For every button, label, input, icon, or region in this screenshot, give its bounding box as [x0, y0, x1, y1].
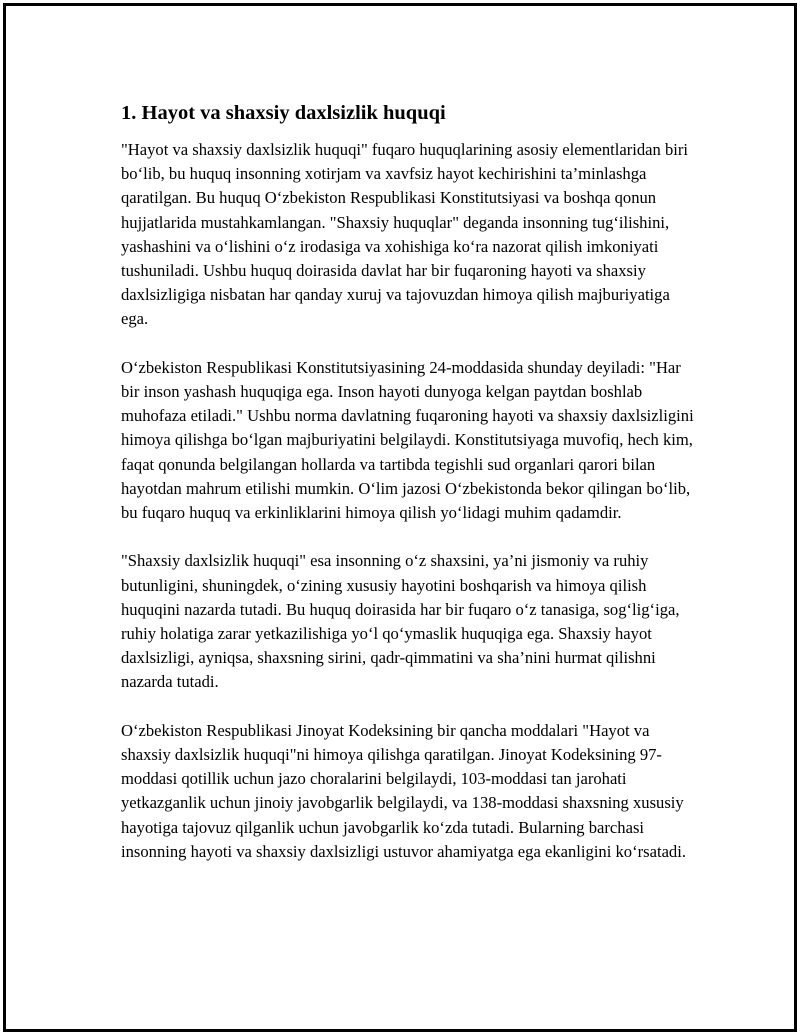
- paragraph-4: O‘zbekiston Respublikasi Jinoyat Kodeksining bir qancha moddalari "Hayot va shaxsiy daxlsizlik huquqi"ni himoya qilishga qaratilgan. Jinoyat Kodeksining 97-moddasi qotillik uchun jazo choralarini belgilaydi, 103-moddasi tan jarohati yetkazganlik uchun jinoiy javobgarlik belgilaydi, va 138-moddasi shaxsning xususiy hayotiga tajovuz qilganlik uchun javobgarlik ko‘zda tutadi. Bularning barchasi insonning hayoti va shaxsiy daxlsizligi ustuvor ahamiyatga ega ekanligini ko‘rsatadi.: [121, 720, 686, 861]
- paragraph-3: "Shaxsiy daxlsizlik huquqi" esa insonning o‘z shaxsini, ya’ni jismoniy va ruhiy butunligini, shuningdek, o‘zining xususiy hayotini boshqarish va himoya qilish huquqini nazarda tutadi. Bu huquq doirasida har bir fuqaro o‘z tanasiga, sog‘lig‘iga, ruhiy holatiga zarar yetkazilishiga yo‘l qo‘ymaslik huquqiga ega. Shaxsiy hayot daxlsizligi, ayniqsa, shaxsning sirini, qadr-qimmatini va sha’nini hurmat qilishni nazarda tutadi.: [121, 551, 680, 692]
- section-heading: 1. Hayot va shaxsiy daxlsizlik huquqi: [121, 102, 446, 124]
- document-body: [121, 100, 696, 888]
- page-frame: [3, 3, 797, 1032]
- paragraph-2: O‘zbekiston Respublikasi Konstitutsiyasining 24-moddasida shunday deyiladi: "Har bir inson yashash huquqiga ega. Inson hayoti dunyoga kelgan paytdan boshlab muhofaza etiladi." Ushbu norma davlatning fuqaroning hayoti va shaxsiy daxlsizligini himoya qilishga bo‘lgan majburiyatini belgilaydi. Konstitutsiyaga muvofiq, hech kim, faqat qonunda belgilangan hollarda va tartibda tegishli sud organlari qarori bilan hayotdan mahrum etilishi mumkin. O‘lim jazosi O‘zbekistonda bekor qilingan bo‘lib, bu fuqaro huquq va erkinliklarini himoya qilish yo‘lidagi muhim qadamdir.: [121, 357, 694, 523]
- paragraph-1: "Hayot va shaxsiy daxlsizlik huquqi" fuqaro huquqlarining asosiy elementlaridan biri bo‘lib, bu huquq insonning xotirjam va xavfsiz hayot kechirishini ta’minlashga qaratilgan. Bu huquq O‘zbekiston Respublikasi Konstitutsiyasi va boshqa qonun hujjatlarida mustahkamlangan. "Shaxsiy huquqlar" deganda insonning tug‘ilishini, yashashini va o‘lishini o‘z irodasiga va xohishiga ko‘ra nazorat qilish imkoniyati tushuniladi. Ushbu huquq doirasida davlat har bir fuqaroning hayoti va shaxsiy daxlsizligiga nisbatan har qanday xuruj va tajovuzdan himoya qilish majburiyatiga ega.: [121, 140, 689, 329]
